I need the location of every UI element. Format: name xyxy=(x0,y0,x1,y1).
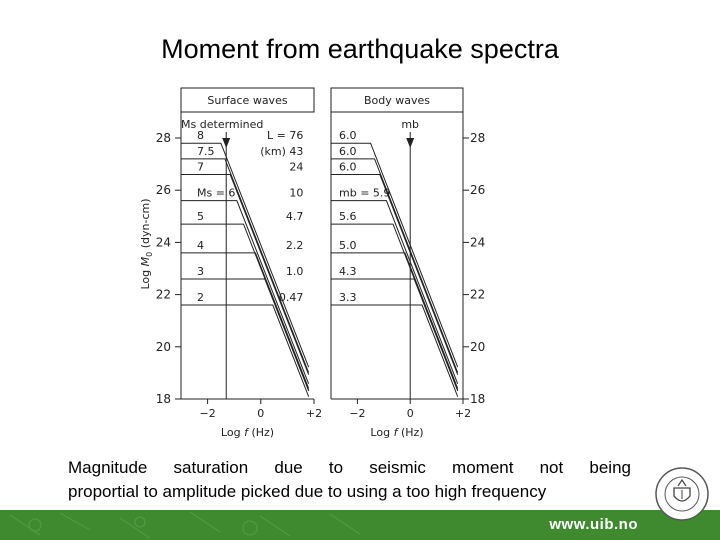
spectrum-line xyxy=(331,143,458,367)
magnitude-label: 4 xyxy=(197,238,204,252)
x-tick-label: −2 xyxy=(199,407,216,420)
caption-line-2: proportial to amplitude picked due to using a too high frequency xyxy=(68,482,547,501)
footer-pattern-icon xyxy=(0,510,420,540)
y-axis-label: Log $M_0$ (dyn-cm) xyxy=(139,198,154,290)
footer-bar xyxy=(0,510,720,540)
y-tick-label-right: 20 xyxy=(470,339,486,354)
corner-length-label: 1.0 xyxy=(285,264,304,278)
corner-length-label: 0.47 xyxy=(278,291,304,305)
x-axis-label: Log f (Hz) xyxy=(370,426,424,439)
y-tick-label-left: 18 xyxy=(155,392,171,406)
y-tick-label-right: 26 xyxy=(470,183,486,198)
slide-title: Moment from earthquake spectra xyxy=(161,34,559,64)
x-tick-label: 0 xyxy=(257,407,265,420)
magnitude-label: 6.0 xyxy=(339,160,357,174)
corner-length-label: 2.2 xyxy=(285,238,304,252)
magnitude-label: 6.0 xyxy=(339,129,357,143)
marker-arrow-icon xyxy=(406,138,414,148)
corner-length-label: 24 xyxy=(289,160,304,174)
magnitude-label: 5.6 xyxy=(339,210,357,224)
spectrum-line xyxy=(181,143,309,367)
y-tick-label-right: 28 xyxy=(470,131,486,145)
magnitude-label: 3.3 xyxy=(339,291,357,305)
y-tick-label-right: 18 xyxy=(470,392,486,406)
x-tick-label: +2 xyxy=(454,407,472,420)
magnitude-label: 7 xyxy=(197,160,204,174)
university-seal-icon xyxy=(654,466,710,522)
corner-length-label: (km) 43 xyxy=(260,144,304,158)
magnitude-label: Ms = 6 xyxy=(197,186,236,200)
moment-spectra-figure xyxy=(130,82,500,444)
y-tick-label-left: 24 xyxy=(155,235,171,250)
x-axis-label: Log f (Hz) xyxy=(220,426,275,439)
footer-url[interactable]: www.uib.no xyxy=(549,516,638,533)
y-tick-label-left: 22 xyxy=(155,287,171,302)
magnitude-label: 5.0 xyxy=(339,238,357,252)
y-tick-label-left: 28 xyxy=(155,131,171,145)
magnitude-label: 5 xyxy=(197,210,204,224)
corner-length-label: 4.7 xyxy=(285,210,304,224)
y-tick-label-left: 26 xyxy=(155,183,171,198)
magnitude-label: mb = 5.9 xyxy=(339,186,391,200)
magnitude-label: 2 xyxy=(197,291,204,305)
surface-waves-panel xyxy=(175,88,322,439)
magnitude-label: 6.0 xyxy=(339,144,357,158)
body-waves-panel xyxy=(331,88,471,439)
panel-header: Body waves xyxy=(363,94,431,107)
panel-header: Surface waves xyxy=(207,94,288,107)
magnitude-label: 4.3 xyxy=(339,264,357,278)
magnitude-label: 3 xyxy=(197,264,204,278)
magnitude-label: 8 xyxy=(197,129,204,143)
x-tick-label: −2 xyxy=(349,407,366,420)
y-tick-label-right: 24 xyxy=(470,235,486,250)
corner-length-label: 10 xyxy=(289,186,304,200)
x-tick-label: +2 xyxy=(305,407,323,420)
y-tick-label-left: 20 xyxy=(155,339,171,354)
x-tick-label: 0 xyxy=(406,407,414,420)
y-tick-label-right: 22 xyxy=(470,287,486,302)
axes-group xyxy=(156,131,486,406)
magnitude-label: 7.5 xyxy=(197,144,215,158)
marker-arrow-icon xyxy=(222,138,230,148)
corner-length-label: L = 76 xyxy=(267,129,304,143)
caption xyxy=(68,456,631,504)
marker-label: Ms determined xyxy=(181,118,264,131)
marker-label: mb xyxy=(401,118,420,131)
caption-line-1: Magnitude saturation due to seismic moment not being xyxy=(68,458,631,477)
